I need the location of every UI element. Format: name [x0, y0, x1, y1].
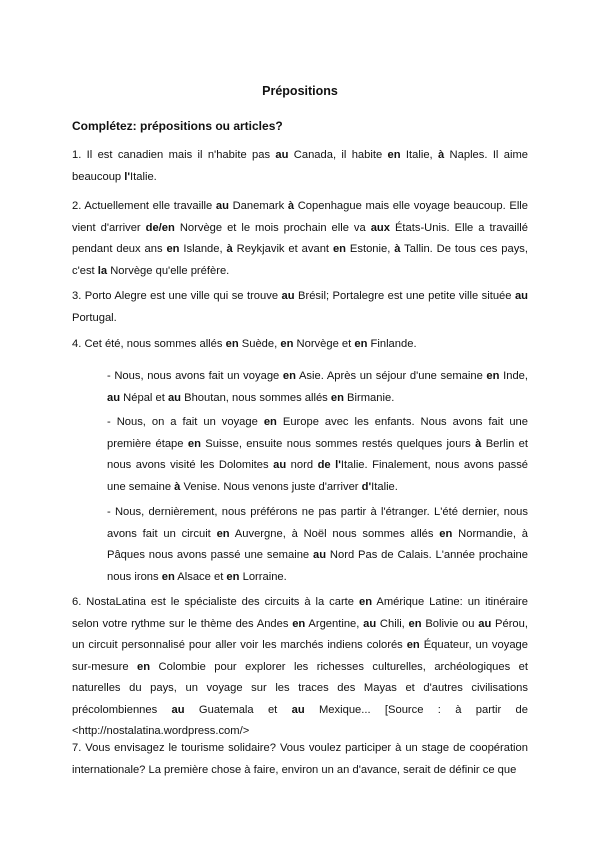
answer-word: en — [280, 338, 294, 350]
text-run: Nord Pas de Calais. L'année prochaine nous irons — [107, 549, 528, 583]
text-run: Pérou, un circuit personnalisé pour aller voir les marchés indiens colorés — [72, 617, 528, 651]
answer-word: au — [478, 617, 492, 630]
text-run: Inde, — [499, 370, 528, 382]
answer-word: en — [486, 370, 500, 382]
answer-word: au — [313, 549, 327, 561]
answer-word: de/en — [145, 221, 175, 234]
text-run: Europe avec les enfants. Nous avons fait une première étape — [107, 416, 528, 450]
answer-word: en — [226, 570, 240, 583]
answer-word: en — [332, 243, 346, 255]
answer-word: au — [291, 703, 305, 716]
answer-word: en — [187, 437, 201, 450]
answer-word: en — [225, 338, 239, 350]
text-run: Venise. Nous venons juste d'arriver — [180, 480, 362, 493]
text-run: Amérique Latine: un itinéraire selon votre rythme sur le thème des Andes — [72, 596, 528, 630]
answer-word: en — [161, 570, 175, 583]
text-run: Suisse, ensuite nous sommes restés quelques jours — [200, 437, 476, 450]
paragraph-2 — [72, 196, 528, 282]
text-run: Mexique... [Source : à partir de <http://nostalatina.wordpress.com/> — [72, 703, 528, 737]
answer-word: d' — [361, 480, 372, 493]
text-run: Auvergne, à Noël nous sommes allés — [229, 527, 440, 540]
answer-word: en — [330, 391, 344, 404]
text-run: Estonie, — [346, 243, 395, 255]
answer-word: à — [475, 437, 482, 450]
answer-word: en — [137, 660, 151, 673]
answer-word: en — [408, 617, 422, 630]
text-run: Népal et — [120, 391, 168, 404]
answer-word: en — [439, 527, 453, 540]
text-run: 3. Porto Alegre est une ville qui se trouve — [72, 290, 282, 302]
text-run: Norvège qu'elle préfère. — [107, 264, 230, 277]
text-run: nord — [286, 459, 318, 471]
paragraph-4-france — [107, 502, 528, 588]
text-run: 1. Il est canadien mais il n'habite pas — [72, 149, 276, 161]
answer-word: au — [171, 703, 185, 716]
text-run: Italie, — [400, 149, 438, 161]
paragraph-4-asia — [107, 366, 528, 409]
text-run: Tallin. De tous ces pays, c'est — [72, 243, 528, 277]
answer-word: en — [387, 149, 401, 161]
text-run: Suède, — [238, 338, 281, 350]
text-run: Copenhague mais elle voyage beaucoup. Elle vient d'arriver — [72, 200, 529, 234]
text-run: Normandie, à Pâques nous avons passé une semaine — [107, 527, 528, 561]
text-run: Reykjavik et avant — [232, 243, 333, 255]
text-run: Norvège et le mois prochain elle va — [174, 221, 371, 234]
text-run: 2. Actuellement elle travaille — [72, 200, 216, 212]
answer-word: en — [406, 639, 420, 651]
text-run: 4. Cet été, nous sommes allés — [72, 338, 226, 350]
text-run: Asie. Après un séjour d'une semaine — [295, 370, 487, 382]
answer-word: au — [275, 149, 289, 161]
paragraph-4-europe — [107, 412, 528, 498]
text-run: Colombie pour explorer les richesses culturelles, archéologiques et naturelles du pays, un voyage sur les traces des Mayas et d'autres civilisations précolombiennes — [72, 660, 529, 716]
answer-word: la — [97, 264, 108, 277]
answer-word: au — [215, 200, 229, 212]
text-run: Danemark — [228, 200, 288, 212]
paragraph-4 — [72, 334, 528, 356]
text-run: Italie. — [371, 480, 398, 493]
text-run: Italie. — [130, 170, 157, 183]
text-run: Finlande. — [367, 338, 417, 350]
answer-word: en — [358, 596, 373, 608]
paragraph-1 — [72, 145, 528, 188]
text-run: Portugal. — [72, 311, 117, 324]
text-run: États-Unis. Elle a travaillé pendant deux ans — [72, 221, 528, 255]
text-run: Bolivie ou — [421, 617, 479, 630]
text-run: Argentine, — [305, 617, 364, 630]
text-run: - Nous, nous avons fait un voyage — [107, 370, 283, 382]
answer-word: au — [514, 290, 528, 302]
text-run: 6. NostaLatina est le spécialiste des circuits à la carte — [72, 596, 359, 608]
text-run: Naples. Il aime beaucoup — [72, 149, 528, 183]
paragraph-6 — [72, 592, 528, 743]
answer-word: à — [437, 149, 445, 161]
answer-word: l' — [124, 170, 131, 183]
text-run: 7. Vous envisagez le tourisme solidaire? Vous voulez participer à un stage de coopération internationale? La première chose à faire, environ un an d'avance, serait de définir ce que — [72, 742, 528, 776]
answer-word: à — [394, 243, 401, 255]
text-run: Berlin et nous avons visité les Dolomites — [107, 437, 528, 471]
answer-word: à — [287, 200, 295, 212]
text-run: Équateur, un voyage sur-mesure — [72, 639, 528, 673]
text-run: Chili, — [376, 617, 409, 630]
text-run: Guatemala et — [184, 703, 292, 716]
text-run: Islande, — [179, 243, 227, 255]
answer-word: à — [174, 480, 181, 493]
text-run: - Nous, dernièrement, nous préférons ne pas partir à l'étranger. L'été dernier, nous avons fait un circuit — [107, 506, 528, 540]
text-run: Brésil; Portalegre est une petite ville située — [294, 290, 515, 302]
text-run: Birmanie. — [343, 391, 395, 404]
answer-word: au — [281, 290, 295, 302]
text-run: Italie. Finalement, nous avons passé une semaine — [107, 459, 529, 493]
answer-word: en — [354, 338, 368, 350]
answer-word: en — [263, 416, 277, 428]
text-run: Norvège et — [293, 338, 355, 350]
text-run: Alsace et — [174, 570, 227, 583]
answer-word: en — [166, 243, 180, 255]
text-run: Lorraine. — [239, 570, 287, 583]
answer-word: au — [107, 391, 121, 404]
answer-word: au — [167, 391, 182, 404]
answer-word: aux — [370, 221, 390, 234]
answer-word: au — [273, 459, 287, 471]
page-title: Prépositions — [262, 84, 338, 98]
exercise-instruction: Complétez: prépositions ou articles? — [72, 119, 283, 133]
paragraph-7 — [72, 738, 528, 781]
answer-word: de l' — [317, 459, 341, 471]
answer-word: en — [282, 370, 296, 382]
answer-word: en — [216, 527, 230, 540]
text-run: Canada, il habite — [288, 149, 388, 161]
answer-word: en — [292, 617, 306, 630]
text-run: - Nous, on a fait un voyage — [107, 416, 264, 428]
answer-word: à — [226, 243, 233, 255]
text-run: Bhoutan, nous sommes allés — [181, 391, 331, 404]
answer-word: au — [363, 617, 377, 630]
paragraph-3 — [72, 286, 528, 329]
